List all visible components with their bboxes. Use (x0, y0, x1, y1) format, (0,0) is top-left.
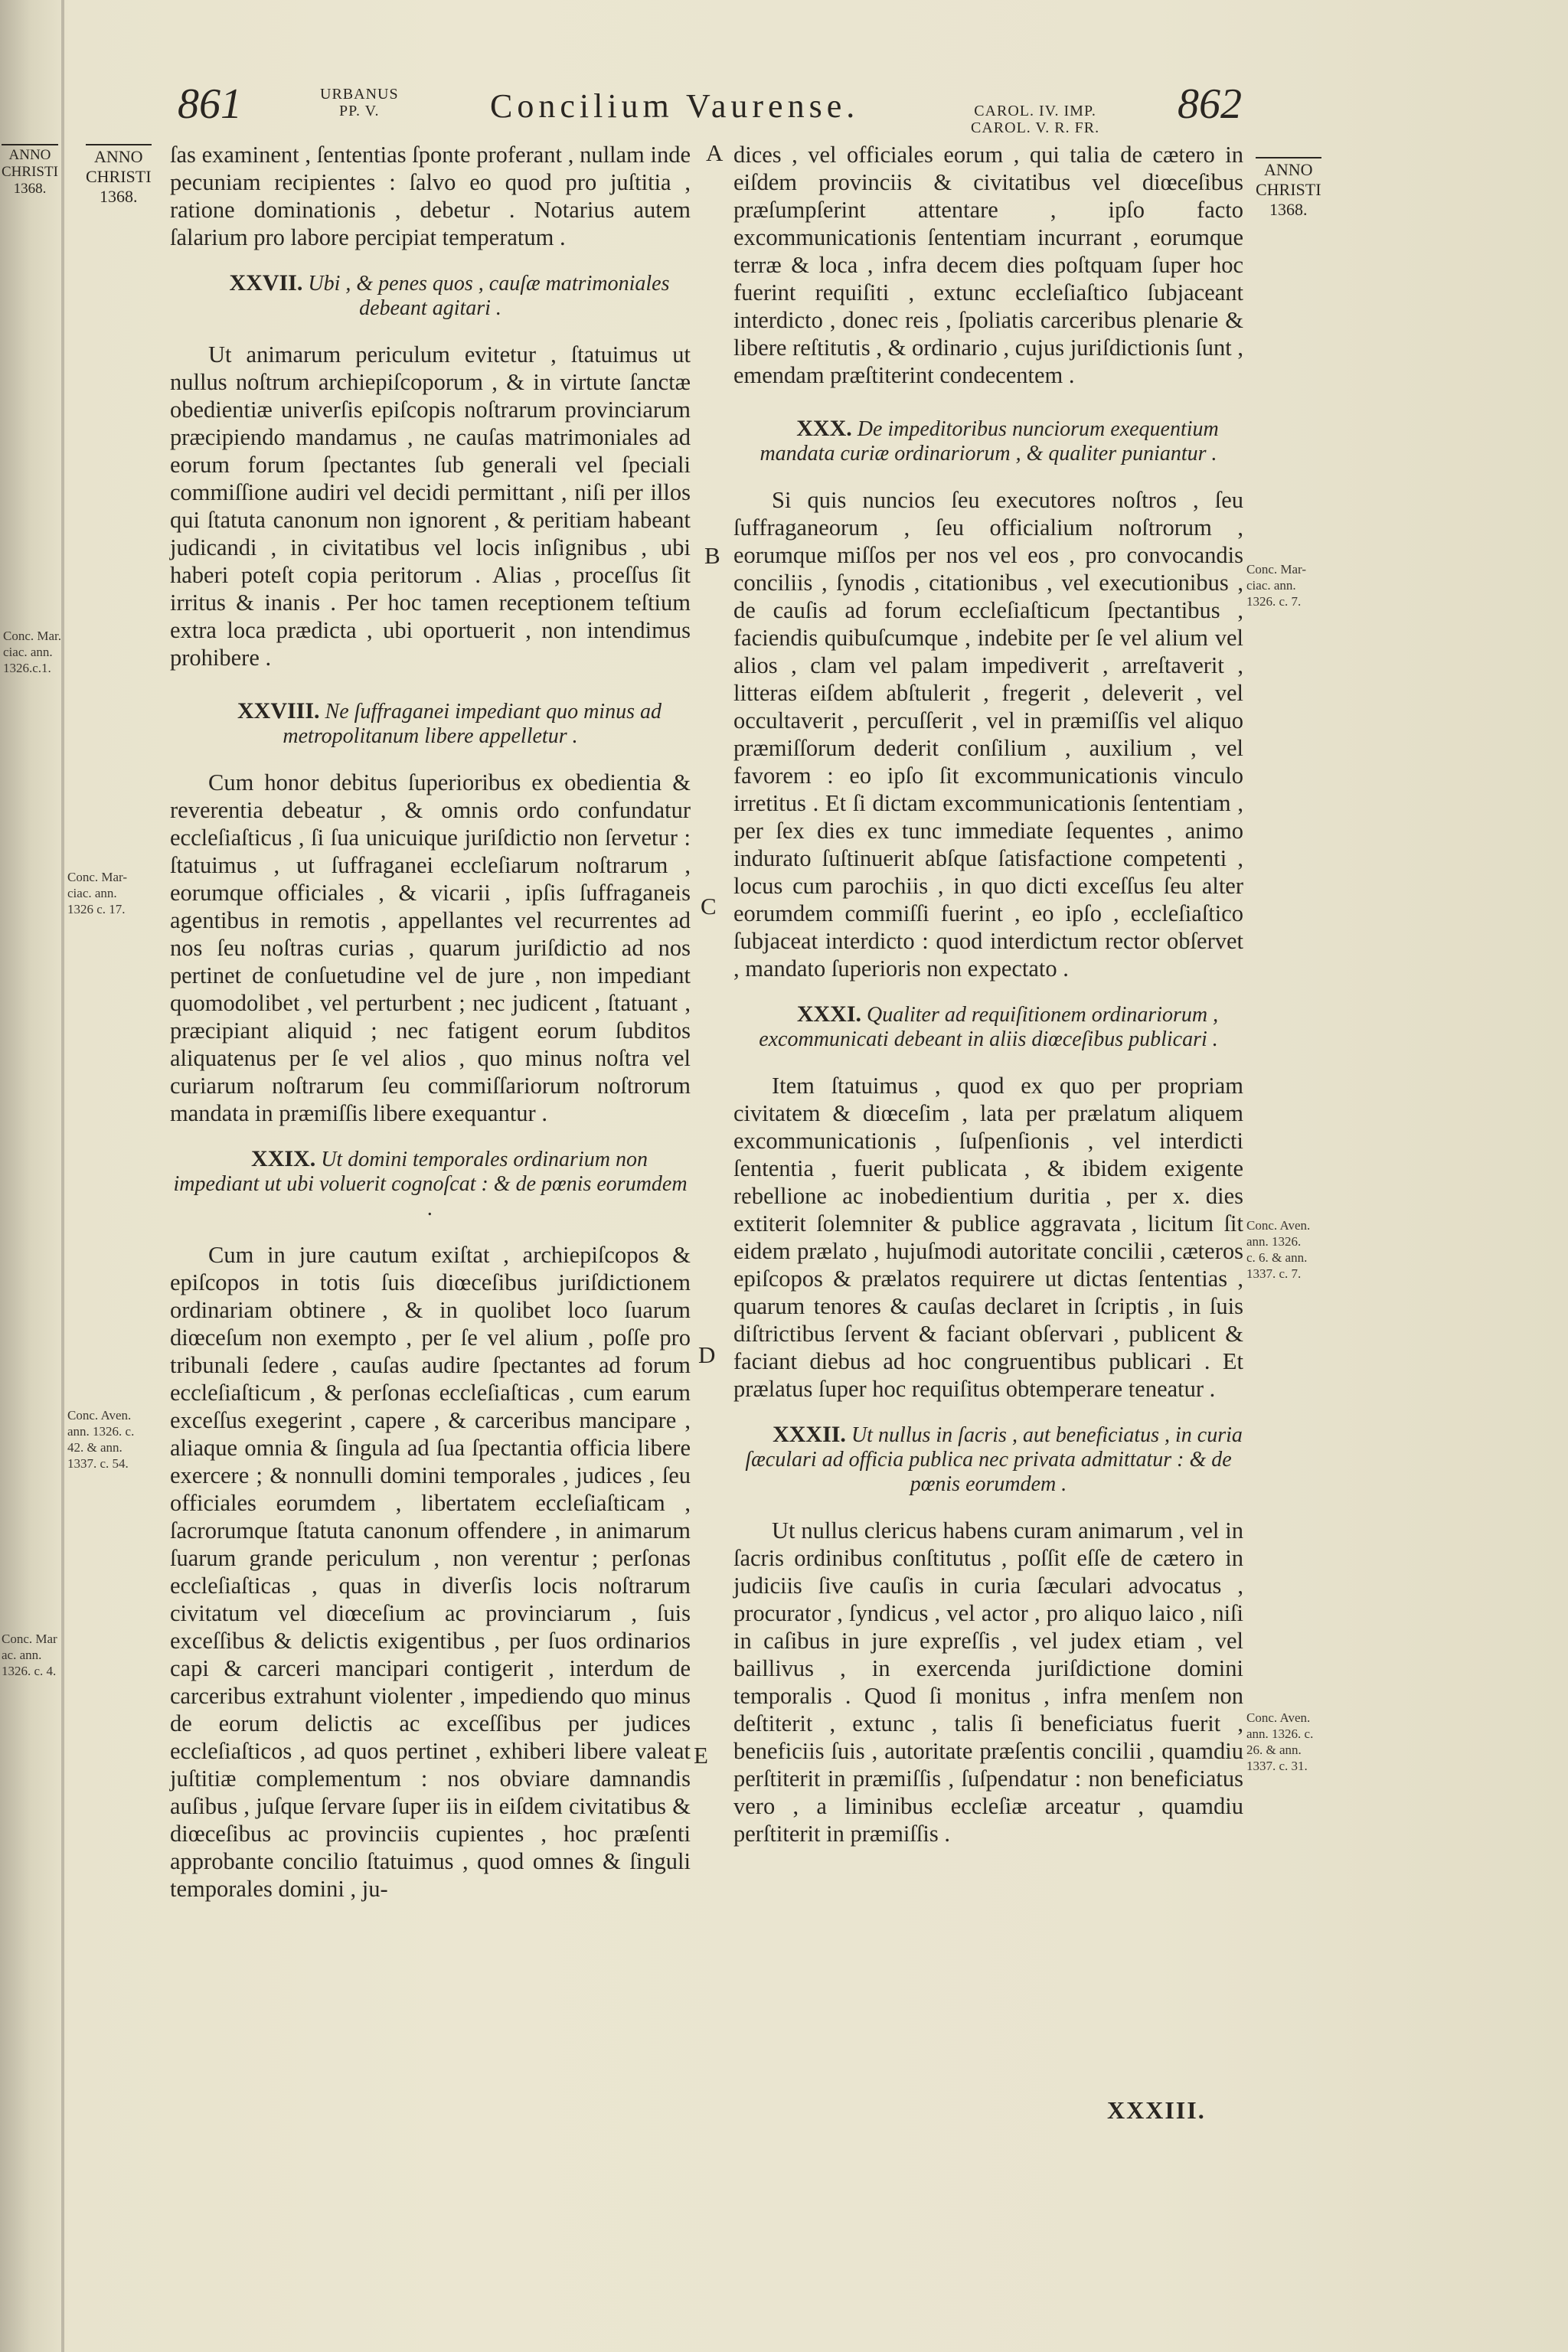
section-32-heading (733, 1423, 1243, 1497)
section-31-text: Item ſtatuimus , quod ex quo per propriam civitatem & diœceſim , lata per prælatum aliquem excommunicationis , ſuſpenſionis , vel interdicti ſententia , fuerit publicata , & ibidem exigente rebellione ac inobedientium duritia , per x. dies extiterit ſolemniter & publice aggravata , licitum ſit eidem prælato , hujuſmodi autoritate concilii , cæteros epiſcopos & prælatos requirere ut dictas ſententias , quarum tenores & cauſas declaret in ſcriptis , in ſuis diſtrictibus ſervent & faciant obſervari , publicent & faciant diebus ad hoc congruentibus publicari . Et prælatus ſuper hoc requiſitus obtemperare teneatur . (733, 1073, 1243, 1402)
margin-note-right-2: Conc. Aven. ann. 1326. c. 6. & ann. 1337. c. 7. (1246, 1218, 1311, 1281)
emperor-label (971, 103, 1099, 136)
section-27-number: XXVII. (229, 270, 303, 296)
pope-line-2: PP. V. (339, 103, 380, 119)
section-29-heading (170, 1147, 691, 1221)
section-28-number: XXVIII. (237, 698, 320, 724)
section-28-text: Cum honor debitus ſuperioribus ex obedientia & reverentia debeatur , & omnis ordo confundatur eccleſiaſticus , ſi ſua unicuique juriſdictio non ſervetur : ſtatuimus , ut ſuffraganei eccleſiarum noſtrarum , eorumque officiales , & vicarii , ipſis ſuffraganeis agentibus in remotis , appellantes vel recurrentes ad nos ſeu noſtras curias , quarum juriſdictio ad nos pertinet de conſuetudine vel de jure , non impediant quomodolibet , vel perturbent ; nec judicent , ſtatuant , præcipiant aliquid ; nec fatigent eorum ſubditos aliquatenus per ſe vel alios , quo minus noſtra vel curiarum noſtrarum ſeu commiſſariorum noſtrorum mandata in præmiſſis libere exequantur . (170, 769, 691, 1126)
section-30-number: XXX. (796, 416, 852, 441)
margin-note-right-1: Conc. Mar- ciac. ann. 1326. c. 7. (1246, 562, 1307, 609)
page-number-right: 862 (1178, 80, 1242, 128)
catchword: XXXIII. (1107, 2096, 1206, 2124)
anno-christi: CHRISTI (2, 164, 58, 180)
anno-rule (2, 144, 58, 145)
anno-christi: CHRISTI (86, 167, 152, 186)
section-letter-e: E (694, 1742, 708, 1769)
continuation-text: ſas examinent , ſententias ſponte proferant , nullam inde pecuniam recipientes : ſalvo eo quod pro juſtitia , ratione dominationis , debetur . Notarius autem ſalarium pro labore percipiat temperatum . (170, 142, 691, 250)
right-column (733, 141, 1243, 1847)
section-28-heading (170, 699, 691, 749)
anno-word: ANNO (94, 147, 143, 166)
anno-marker-edge (2, 144, 58, 198)
margin-note-right-3: Conc. Aven. ann. 1326. c. 26. & ann. 1337. c. 31. (1246, 1710, 1314, 1773)
anno-marker-left (86, 144, 152, 207)
section-31-heading (733, 1002, 1243, 1052)
section-29-number: XXIX. (251, 1146, 316, 1171)
margin-note-left-1: Conc. Mar. ciac. ann. 1326.c.1. (3, 629, 62, 675)
section-27-heading (170, 271, 691, 321)
anno-rule (86, 144, 152, 145)
section-28-title: Ne ſuffraganei impediant quo minus ad metropolitanum libere appelletur . (283, 700, 662, 748)
left-column (170, 141, 691, 1903)
section-29-title: Ut domini temporales ordinarium non impediant ut ubi voluerit cognoſcat : & de pœnis eorumdem . (173, 1148, 688, 1220)
section-27-title: Ubi , & penes quos , cauſæ matrimoniales debeant agitari . (308, 272, 670, 320)
anno-year: 1368. (1269, 200, 1308, 219)
margin-note-left-2: Conc. Mar- ciac. ann. 1326 c. 17. (67, 870, 128, 916)
page-number-left: 861 (178, 80, 242, 128)
anno-word: ANNO (8, 147, 51, 163)
anno-christi: CHRISTI (1256, 180, 1321, 199)
anno-year: 1368. (13, 181, 47, 197)
section-27-text: Ut animarum periculum evitetur , ſtatuimus ut nullus noſtrum archiepiſcoporum , & in virtute ſanctæ obedientiæ univerſis epiſcopis noſtrarum provinciarum præcipiendo mandamus , ne cauſas matrimoniales ad eorum forum ſpectantes ſub generali vel ſpeciali commiſſione audiri vel decidi permittant , niſi per illos qui ſtatuta canonum non ignorent , & peritiam habeant judicandi , in civitatibus vel locis inſignibus , ubi haberi poteſt copia peritorum . Alias , proceſſus ſit irritus & inanis . Per hoc tamen receptionem teſtium extra loca prædicta , ubi oportuerit , non intendimus prohibere . (170, 341, 691, 671)
emperor-line-2: CAROL. V. R. FR. (971, 119, 1100, 136)
section-32-number: XXXII. (773, 1422, 846, 1447)
continuation-text-right: dices , vel officiales eorum , qui talia de cætero in eiſdem provinciis & civitatibus vel diœceſibus præſumpſerint attentare , ipſo facto excommunicationis ſententiam incurrant , eorumque terræ & loca , infra decem dies poſtquam ſuper hoc fuerint requiſiti , extunc eccleſiaſtico ſubjaceant interdicto , donec reis , ſpoliatis carceribus plenarie & libere reſtitutis , & ordinario , cujus juriſdictionis ſunt , emendam præſtiterint condecentem . (733, 142, 1243, 388)
section-32-title: Ut nullus in ſacris , aut beneficiatus , in curia ſæculari ad officia publica nec privata admittatur : & de pœnis eorumdem . (745, 1423, 1243, 1496)
margin-note-left-4: Conc. Mar ac. ann. 1326. c. 4. (2, 1632, 57, 1678)
anno-year: 1368. (100, 187, 138, 206)
section-31-title: Qualiter ad requiſitionem ordinariorum , excommunicati debeant in aliis diœceſibus publicari . (759, 1003, 1219, 1051)
section-31-number: XXXI. (796, 1001, 861, 1027)
anno-rule (1256, 157, 1321, 158)
section-letter-d: D (698, 1341, 716, 1368)
anno-word: ANNO (1264, 160, 1313, 179)
anno-marker-right (1256, 157, 1321, 220)
section-30-heading (733, 416, 1243, 466)
section-letter-c: C (701, 893, 717, 920)
pope-label (320, 86, 399, 119)
section-30-text: Si quis nuncios ſeu executores noſtros , ſeu ſuffraganeorum , ſeu officialium noſtrorum , eorumque miſſos per nos vel eos , pro convocandis conciliis , ſynodis , citationibus , vel executionibus , de cauſis ad forum eccleſiaſticum ſpectantibus , faciendis quibuſcumque , indebite per ſe vel alium vel alios , clam vel palam impediverit , arreſtaverit , litteras eiſdem abſtulerit , fregerit , deleverit , vel occultaverit , percuſſerit , vel in præmiſſis vel aliquo præmiſſorum dederit conſilium , auxilium , vel favorem : eo ipſo ſit excommunicationis vinculo irretitus . Et ſi dictam excommunicationis ſententiam , per ſex dies ex tunc immediate ſequentes , animo indurato ſuſtinuerit abſque ſatisfactione competenti , locus cum parochiis , in quo dicti exceſſus ſeu alter eorumdem commiſſi fuerint , eo ipſo , eccleſiaſtico ſubjaceat interdicto : quod interdictum rector obſervet , mandato ſuperioris non expectato . (733, 487, 1243, 982)
section-letter-a: A (706, 139, 724, 166)
pope-line-1: URBANUS (320, 86, 399, 103)
margin-note-left-3: Conc. Aven. ann. 1326. c. 42. & ann. 1337. c. 54. (67, 1408, 135, 1471)
section-letter-b: B (704, 542, 720, 569)
page-title: Concilium Vaurense. (490, 87, 860, 125)
page-fold (61, 0, 64, 2352)
section-29-text: Cum in jure cautum exiſtat , archiepiſcopos & epiſcopos in totis ſuis diœceſibus juriſdictionem ordinariam obtinere , & in quolibet loco ſuarum diœceſum non exempto , per ſe vel alium , poſſe pro tribunali ſedere , cauſas audire ſpectantes ad forum eccleſiaſticum , & perſonas eccleſiaſticas , cum earum exceſſus exegerint , capere , & carceribus mancipare , aliaque omnia & ſingula ad ſua ſpectantia officia libere exercere ; & nonnulli domini temporales , judices , ſeu officiales eorumdem , libertatem eccleſiaſticam , ſacrorumque ſtatuta canonum offendere , in animarum ſuarum grande periculum , non verentur ; perſonas eccleſiaſticas , quas in diverſis locis noſtrarum civitatum vel diœceſium ac provinciarum , ſuis exceſſibus & delictis exigentibus , per ſuos ordinarios capi & carceri mancipari contigerit , interdum de carceribus extrahunt violenter , impediendo quo minus de eorum delictis ac exceſſibus per judices eccleſiaſticos , ad quos pertinet , exhiberi libere valeat juſtitiæ complementum : nos obviare damnandis auſibus , juſque ſervare ſuper iis in eiſdem civitatibus & diœceſibus ac provinciis cupientes , hoc præſenti approbante concilio ſtatuimus , quod omnes & ſinguli temporales domini , ju- (170, 1242, 691, 1902)
emperor-line-1: CAROL. IV. IMP. (974, 103, 1096, 119)
section-30-title: De impeditoribus nunciorum exequentium mandata curiæ ordinariorum , & qualiter puniantur . (760, 417, 1219, 466)
section-32-text: Ut nullus clericus habens curam animarum , vel in ſacris ordinibus conſtitutus , poſſit eſſe de cætero in judiciis ſive cauſis in curia ſæculari advocatus , procurator , ſyndicus , vel actor , pro aliquo laico , niſi in caſibus in jure expreſſis , vel judex etiam , vel baillivus , in exercenda juriſdictione domini temporalis . Quod ſi monitus , infra menſem non deſtiterit , extunc , talis ſi beneficiatus fuerit , beneficiis ſuis , autoritate præſentis concilii , quamdiu perſtiterit in præmiſſis , ſuſpendatur : non beneficiatus vero , a liminibus eccleſiæ arceatur , quamdiu perſtiterit in præmiſſis . (733, 1517, 1243, 1847)
